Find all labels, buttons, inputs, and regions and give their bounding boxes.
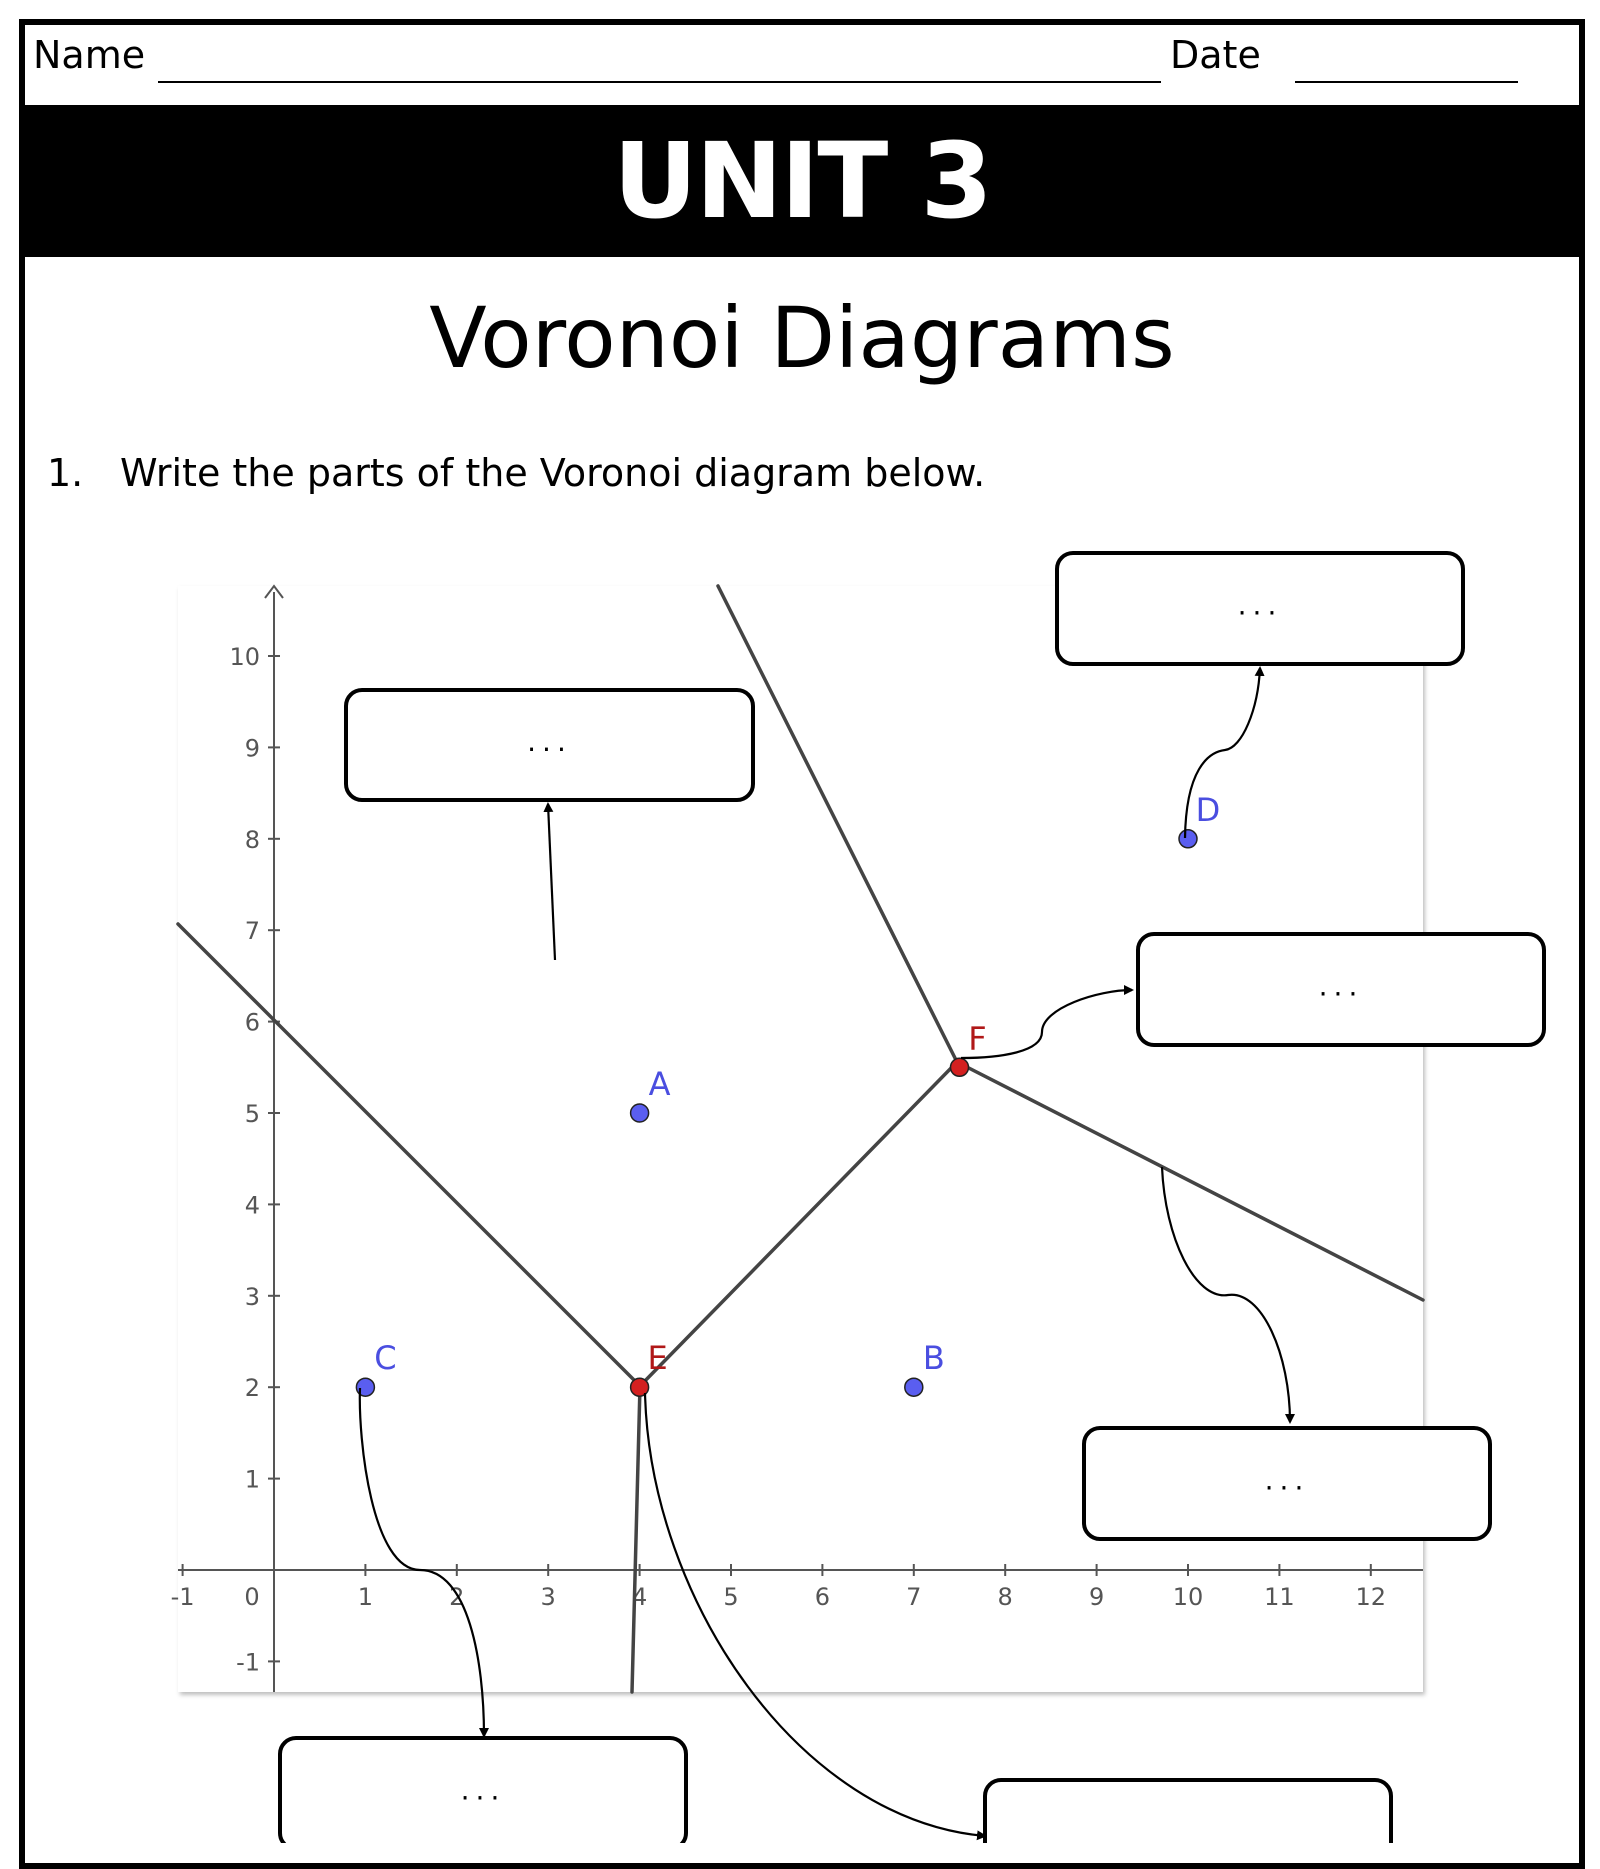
point-a (631, 1104, 649, 1122)
x-tick-label: -1 (170, 1583, 195, 1611)
answer-box-placeholder: ... (1237, 588, 1283, 622)
x-tick-label: 1 (357, 1583, 374, 1611)
answer-box-frame[interactable] (985, 1780, 1391, 1843)
x-tick-label: 5 (723, 1583, 739, 1611)
y-tick-label: 2 (244, 1374, 260, 1403)
x-tick-label: 3 (540, 1583, 556, 1611)
x-tick-label: 10 (1172, 1583, 1204, 1611)
unit-title: UNIT 3 (613, 120, 991, 242)
answer-box-3[interactable] (1138, 934, 1544, 1045)
x-tick-label: 12 (1355, 1583, 1387, 1611)
answer-box-4[interactable] (1084, 1428, 1490, 1539)
name-label: Name (33, 33, 146, 77)
y-tick-label: 7 (244, 917, 260, 946)
answer-box-placeholder: ... (460, 1773, 506, 1807)
x-tick-label: 8 (997, 1583, 1013, 1611)
y-tick-label: -1 (236, 1648, 260, 1677)
y-tick-label: 6 (244, 1008, 260, 1037)
point-d (1179, 830, 1197, 848)
answer-box-1[interactable] (346, 690, 753, 800)
x-tick-label: 7 (906, 1583, 922, 1611)
x-tick-label: 4 (631, 1583, 648, 1611)
date-label: Date (1170, 33, 1261, 77)
x-tick-label: 2 (449, 1583, 465, 1611)
x-tick-label: 0 (244, 1583, 260, 1611)
x-tick-label: 9 (1088, 1583, 1105, 1611)
point-label-b: B (922, 1339, 945, 1378)
y-tick-label: 1 (244, 1465, 260, 1494)
page-title: Voronoi Diagrams (429, 289, 1175, 387)
question-text: Write the parts of the Voronoi diagram below. (120, 451, 986, 495)
point-label-d: D (1195, 790, 1221, 829)
question-number: 1. (47, 451, 84, 495)
point-label-f: F (968, 1019, 987, 1058)
point-label-a: A (648, 1065, 671, 1103)
x-tick-label: 6 (814, 1583, 831, 1611)
point-b (905, 1378, 923, 1396)
y-tick-label: 8 (244, 825, 260, 854)
answer-box-6[interactable] (985, 1780, 1391, 1843)
point-label-e: E (647, 1339, 668, 1378)
y-tick-label: 3 (244, 1282, 260, 1311)
x-tick-label: 11 (1264, 1583, 1295, 1611)
y-tick-label: 9 (244, 734, 260, 763)
y-tick-label: 5 (244, 1100, 260, 1128)
point-label-c: C (374, 1339, 397, 1378)
y-tick-label: 4 (244, 1191, 260, 1220)
answer-box-placeholder: ... (1318, 969, 1364, 1003)
point-f (951, 1058, 969, 1076)
answer-box-2[interactable] (1057, 553, 1463, 664)
answer-box-placeholder: ... (1264, 1463, 1310, 1497)
y-tick-label: 10 (229, 643, 260, 671)
answer-box-placeholder: ... (527, 725, 572, 758)
answer-box-5[interactable] (280, 1738, 686, 1843)
